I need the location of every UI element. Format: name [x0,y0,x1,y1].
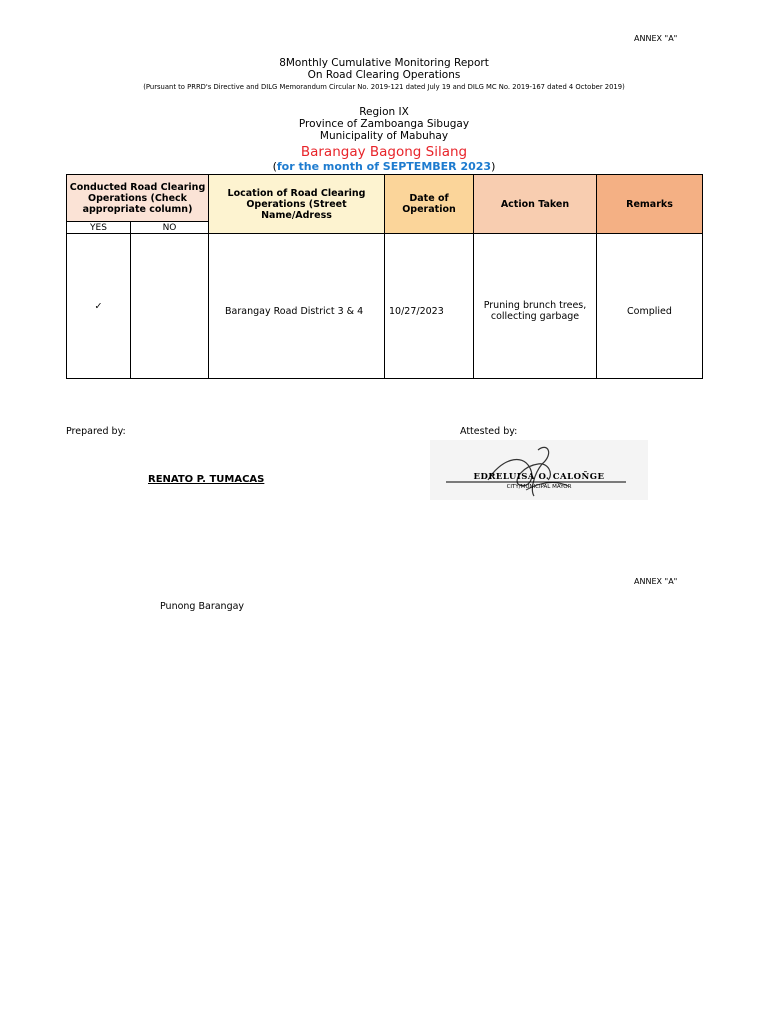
subheader-no: NO [131,222,209,234]
remarks-cell: Complied [597,234,703,379]
subheader-yes: YES [67,222,131,234]
annex-label-bottom: ANNEX "A" [634,577,678,586]
attested-by-name: EDRELUISA O. CALOÑGE [473,472,605,482]
header-remarks: Remarks [597,175,703,234]
header-location: Location of Road Clearing Operations (Street Name/Adress [209,175,385,234]
municipality: Municipality of Mabuhay [319,130,449,142]
province: Province of Zamboanga Sibugay [298,118,470,130]
month-text: for the month of SEPTEMBER 2023 [276,160,492,173]
month-line [0,160,768,173]
report-title-line1: 8Monthly Cumulative Monitoring Report [279,57,489,69]
annex-label-top: ANNEX "A" [634,34,678,43]
region: Region IX [359,106,409,118]
prepared-by-label: Prepared by: [66,426,126,437]
location-block [0,106,768,142]
location-cell: Barangay Road District 3 & 4 [209,234,385,379]
pursuant-note: (Pursuant to PRRD's Directive and DILG Memorandum Circular No. 2019-121 dated July 19 and DILG MC No. 2019-167 dated 4 October 2019) [143,83,625,91]
report-title [0,57,768,81]
month-open-paren: ( [272,160,277,173]
header-action: Action Taken [474,175,597,234]
report-title-line2: On Road Clearing Operations [307,69,461,81]
table-row [67,234,703,379]
header-row [67,175,703,222]
header-conducted: Conducted Road Clearing Operations (Check appropriate column) [67,175,209,222]
attested-by-title: CITY/MUNICIPAL MAYOR [506,484,572,490]
no-cell [131,234,209,379]
month-close-paren: ) [491,160,496,173]
header-date: Date of Operation [385,175,474,234]
yes-check-cell: ✓ [67,234,131,379]
action-cell: Pruning brunch trees, collecting garbage [474,234,597,379]
prepared-by-title: Punong Barangay [160,601,245,612]
mayor-signature-block [430,440,648,500]
operations-table [66,174,703,379]
attested-by-label: Attested by: [460,426,518,437]
date-cell: 10/27/2023 [385,234,474,379]
handwritten-signature-icon [430,440,648,500]
barangay-name: Barangay Bagong Silang [300,144,468,160]
prepared-by-name: RENATO P. TUMACAS [148,474,265,485]
